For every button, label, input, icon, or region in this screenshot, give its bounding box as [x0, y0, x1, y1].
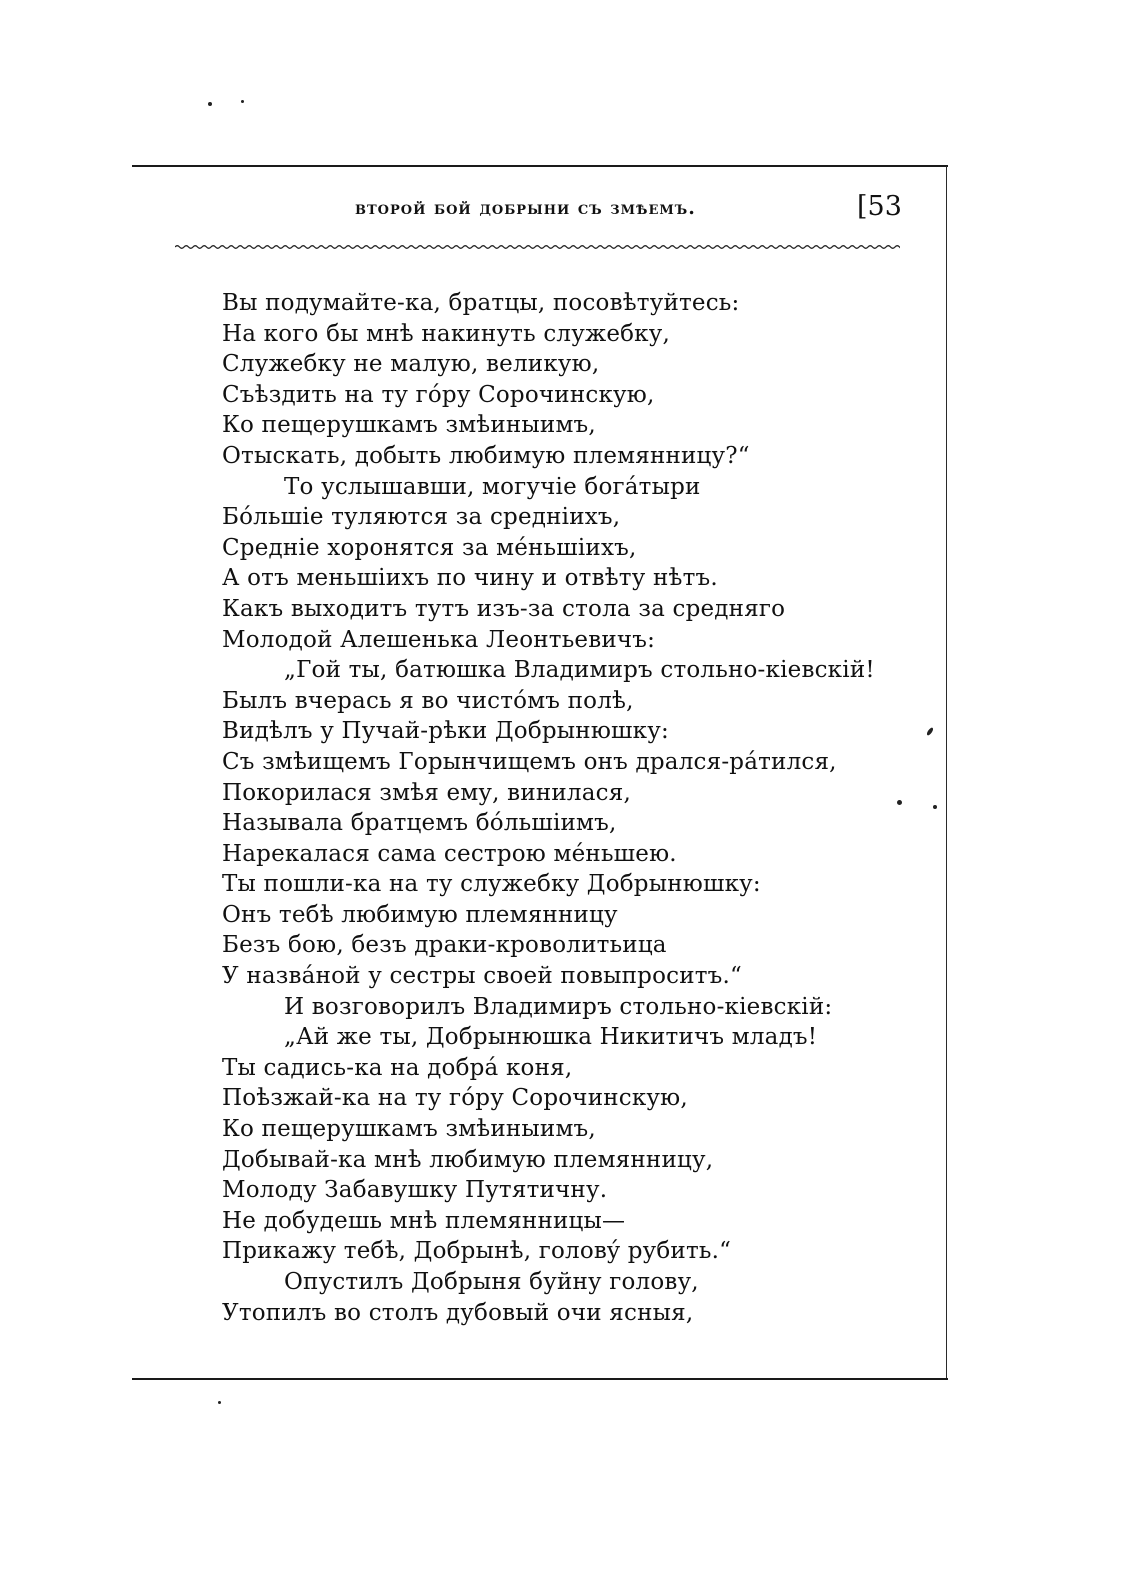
poem-line: Онъ тебѣ любимую племянницу [222, 901, 618, 928]
poem-line: Служебку не малую, великую, [222, 351, 600, 378]
poem-line: Опустилъ Добрыня буйну голову, [284, 1269, 699, 1295]
poem-line: Ты садись-ка на добрá коня, [222, 1054, 573, 1081]
poem-line: Ко пещерушкамъ змѣиныимъ, [222, 1116, 596, 1143]
poem-line: Покорилася змѣя ему, винилася, [222, 779, 631, 806]
poem-line: И возговорилъ Владимиръ стольно-кіевскій: [284, 993, 833, 1020]
poem-line: „Гой ты, батюшка Владимиръ стольно-кіевскій! [284, 657, 875, 684]
scan-speck [926, 727, 934, 737]
poem-line: Видѣлъ у Пучай-рѣки Добрынюшку: [222, 718, 669, 745]
right-margin-rule [946, 166, 947, 1380]
scan-speck [241, 100, 244, 103]
top-rule [132, 165, 948, 167]
wavy-ornament-rule [175, 240, 900, 254]
poem-line: А отъ меньшіихъ по чину и отвѣту нѣтъ. [222, 565, 718, 592]
bottom-rule [132, 1378, 948, 1380]
poem-line: „Ай же ты, Добрынюшка Никитичъ младъ! [284, 1024, 818, 1051]
poem-line: Не добудешь мнѣ племянницы— [222, 1207, 626, 1234]
poem-line: Добывай-ка мнѣ любимую племянницу, [222, 1146, 714, 1173]
poem-line: Поѣзжай-ка на ту гóру Сорочинскую, [222, 1085, 688, 1112]
poem-line: Съ змѣищемъ Горынчищемъ онъ дрался-рáтился, [222, 748, 837, 775]
poem-line: Вы подумайте-ка, братцы, посовѣтуйтесь: [222, 290, 740, 316]
poem-line: У назвáной у сестры своей повыпроситъ.“ [222, 963, 742, 990]
poem-line: Съѣздить на ту гóру Сорочинскую, [222, 381, 655, 408]
poem-line: Ты пошли-ка на ту служебку Добрынюшку: [222, 871, 761, 898]
poem-line: Отыскать, добыть любимую племянницу?“ [222, 442, 750, 469]
poem-line: Называла братцемъ бóльшіимъ, [222, 810, 617, 837]
poem-line: Молоду Забавушку Путятичну. [222, 1177, 608, 1204]
poem-line: Былъ вчерась я во чистóмъ полѣ, [222, 687, 634, 714]
poem-line: Какъ выходитъ тутъ изъ-за стола за средняго [222, 595, 786, 622]
scan-speck [933, 805, 937, 809]
poem-line: Утопилъ во столъ дубовый очи ясныя, [222, 1299, 694, 1326]
poem-line: То услышавши, могучіе богáтыри [284, 473, 701, 500]
poem-text [222, 288, 922, 1328]
poem-line: Ко пещерушкамъ змѣиныимъ, [222, 412, 596, 439]
poem-line: Молодой Алешенька Леонтьевичъ: [222, 626, 656, 653]
poem-line: Безъ бою, безъ драки-кроволитьица [222, 932, 667, 959]
page-number: [53 [857, 191, 902, 222]
poem-line: Прикажу тебѣ, Добрынѣ, головý рубить.“ [222, 1238, 732, 1265]
poem-line: Бóльшіе туляются за средніихъ, [222, 504, 621, 531]
scan-speck [218, 1401, 221, 1404]
scan-speck [897, 800, 902, 805]
poem-line: На кого бы мнѣ накинуть служебку, [222, 320, 671, 347]
poem-line: Средніе хоронятся за мéньшіихъ, [222, 534, 637, 561]
scan-speck [208, 102, 212, 106]
poem-line: Нарекалася сама сестрою мéньшею. [222, 840, 677, 867]
running-title: второй бой добрыни съ змѣемъ. [355, 197, 696, 219]
